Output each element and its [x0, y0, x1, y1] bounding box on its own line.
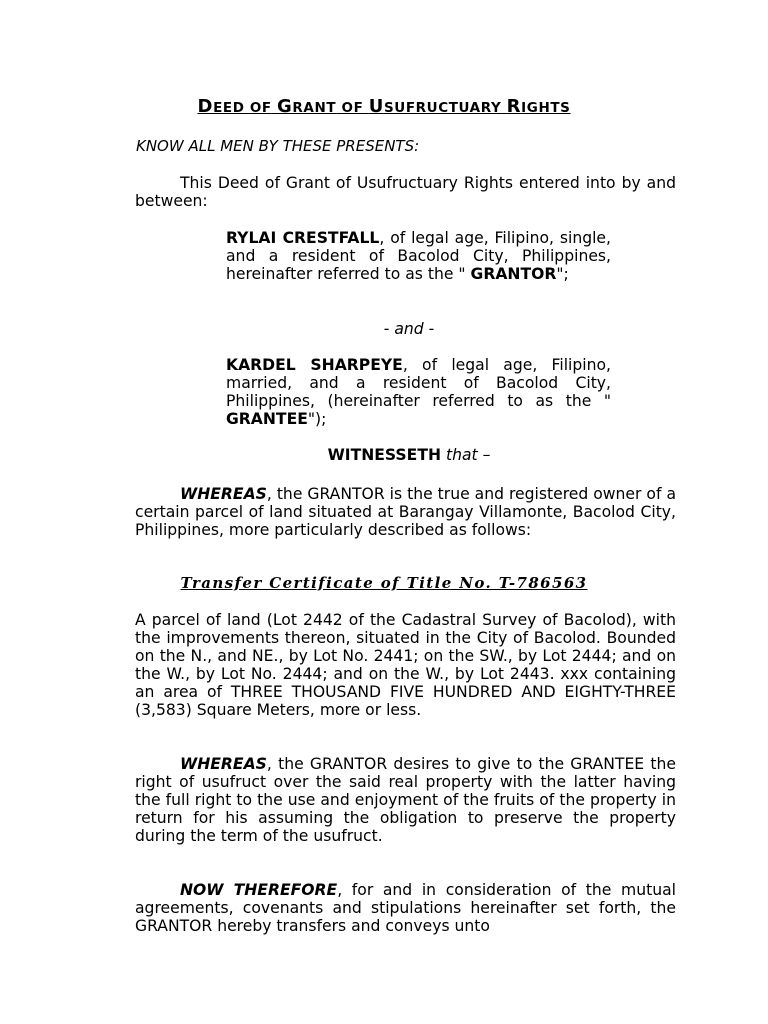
grantor-role: GRANTOR — [470, 265, 557, 283]
know-all-men-line: KNOW ALL MEN BY THESE PRESENTS: — [136, 137, 420, 155]
witnesseth-heading: WITNESSETH that – — [327, 446, 491, 464]
whereas-paragraph-1: WHEREAS, the GRANTOR is the true and registered owner of a certain parcel of land situated at Barangay Villamonte, Bacolod City, Philippines, more particularly described as follows: — [135, 485, 676, 539]
land-description-paragraph: A parcel of land (Lot 2442 of the Cadastral Survey of Bacolod), with the improvements thereon, situated in the City of Bacolod. Bounded on the N., and NE., by Lot No. 2441; on the SW., by Lot 2444; and on the W., by Lot No. 2444; and on the W., by Lot 2443. xxx containing an area of THREE THOUSAND FIVE HUNDRED AND EIGHTY-THREE (3,583) Square Meters, more or less. — [135, 611, 676, 719]
and-separator: - and - — [383, 320, 435, 338]
grantor-name: RYLAI CRESTFALL — [226, 229, 380, 247]
grantee-name: KARDEL SHARPEYE — [226, 356, 403, 374]
grantor-party: RYLAI CRESTFALL, of legal age, Filipino, single, and a resident of Bacolod City, Philippines, hereinafter referred to as the " GRANTOR"; — [226, 229, 611, 283]
whereas-paragraph-2: WHEREAS, the GRANTOR desires to give to the GRANTEE the right of usufruct over the said real property with the latter having the full right to the use and enjoyment of the fruits of the property in return for his assuming the obligation to preserve the property during the term of the usufruct. — [135, 755, 676, 845]
grantee-party: KARDEL SHARPEYE, of legal age, Filipino, married, and a resident of Bacolod City, Philippines, (hereinafter referred to as the " GRANTEE"); — [226, 356, 611, 428]
now-therefore-paragraph: NOW THEREFORE, for and in consideration of the mutual agreements, covenants and stipulations hereinafter set forth, the GRANTOR hereby transfers and conveys unto — [135, 881, 676, 935]
tct-heading: Transfer Certificate of Title No. T-786563 — [180, 574, 588, 592]
intro-paragraph: This Deed of Grant of Usufructuary Rights entered into by and between: — [135, 174, 676, 210]
deed-title: DEED OF GRANT OF USUFRUCTUARY RIGHTS — [197, 96, 571, 117]
grantee-role: GRANTEE — [226, 410, 308, 428]
